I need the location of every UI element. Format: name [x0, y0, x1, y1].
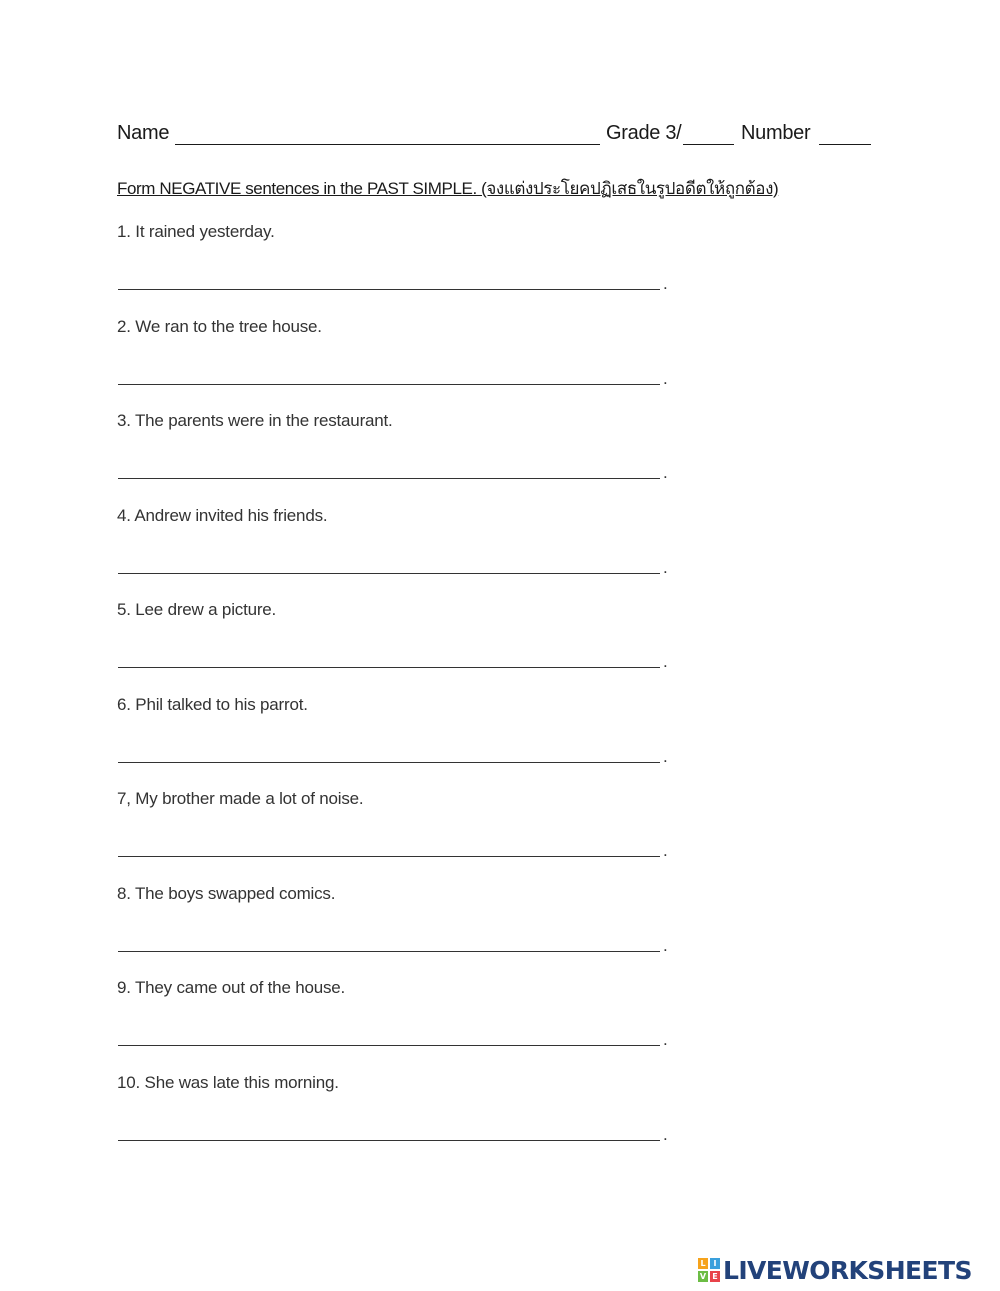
answer-field[interactable]	[118, 667, 660, 668]
question-list	[117, 222, 677, 1167]
number-label: Number	[741, 122, 811, 144]
answer-period: .	[663, 274, 668, 293]
question-item	[117, 789, 677, 884]
answer-period: .	[663, 841, 668, 860]
question-item	[117, 884, 677, 979]
question-text: 5. Lee drew a picture.	[117, 600, 277, 619]
answer-period: .	[663, 746, 668, 766]
answer-period: .	[663, 1030, 668, 1049]
question-text: 10. She was late this morning.	[117, 1072, 339, 1092]
question-text: 7, My brother made a lot of noise.	[117, 789, 364, 808]
answer-field[interactable]	[118, 289, 660, 290]
name-label: Name	[117, 122, 170, 144]
instruction-heading: Form NEGATIVE sentences in the PAST SIMPLE. (จงแต่งประโยคปฏิเสธในรูปอดีตให้ถูกต้อง)	[117, 179, 779, 198]
answer-field[interactable]	[118, 478, 660, 479]
question-item	[117, 317, 677, 412]
question-text: 3. The parents were in the restaurant.	[117, 411, 393, 430]
liveworksheets-logo	[698, 1257, 972, 1283]
answer-period: .	[663, 463, 668, 482]
student-info-header	[117, 122, 877, 152]
question-text: 8. The boys swapped comics.	[117, 883, 336, 903]
logo-text: LIVEWORKSHEETS	[723, 1255, 972, 1285]
answer-field[interactable]	[118, 1140, 660, 1141]
answer-period: .	[663, 652, 668, 671]
answer-field[interactable]	[118, 856, 660, 857]
answer-period: .	[663, 368, 668, 388]
question-item	[117, 222, 677, 317]
question-text: 2. We ran to the tree house.	[117, 316, 322, 336]
answer-field[interactable]	[118, 762, 660, 763]
question-text: 1. It rained yesterday.	[117, 222, 275, 241]
answer-field[interactable]	[118, 951, 660, 952]
name-field[interactable]	[175, 144, 600, 145]
grade-field[interactable]	[683, 144, 734, 145]
question-item	[117, 1073, 677, 1168]
answer-period: .	[663, 935, 668, 955]
logo-blocks-icon: L I V E	[698, 1258, 720, 1282]
answer-period: .	[663, 1124, 668, 1144]
question-text: 6. Phil talked to his parrot.	[117, 694, 308, 714]
answer-field[interactable]	[118, 1045, 660, 1046]
question-text: 9. They came out of the house.	[117, 978, 346, 997]
question-item	[117, 978, 677, 1073]
question-item	[117, 411, 677, 506]
question-text: 4. Andrew invited his friends.	[117, 505, 328, 525]
answer-field[interactable]	[118, 573, 660, 574]
question-item	[117, 506, 677, 601]
number-field[interactable]	[819, 144, 871, 145]
grade-label: Grade 3/	[606, 122, 682, 144]
question-item	[117, 600, 677, 695]
answer-period: .	[663, 557, 668, 577]
answer-field[interactable]	[118, 384, 660, 385]
question-item	[117, 695, 677, 790]
